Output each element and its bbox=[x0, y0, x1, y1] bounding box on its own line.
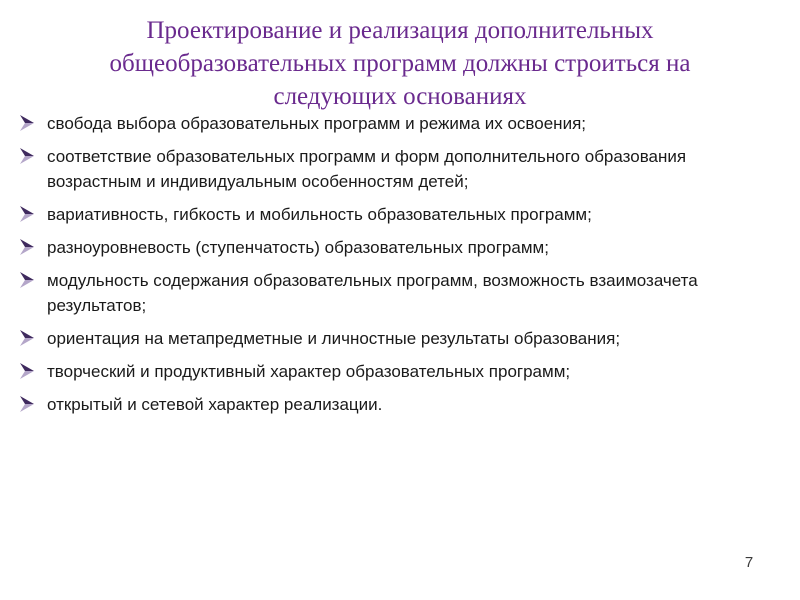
arrowhead-bullet-icon bbox=[18, 203, 36, 225]
list-item bbox=[18, 111, 778, 136]
list-item bbox=[18, 144, 778, 194]
bullet-text: модульность содержания образовательных программ, возможность взаимозачета результатов; bbox=[47, 271, 698, 315]
arrowhead-bullet-icon bbox=[18, 145, 36, 167]
bullet-list bbox=[18, 111, 778, 425]
arrowhead-bullet-icon bbox=[18, 269, 36, 291]
bullet-text: разноуровневость (ступенчатость) образовательных программ; bbox=[47, 238, 549, 257]
bullet-text: свобода выбора образовательных программ и режима их освоения; bbox=[47, 114, 586, 133]
arrowhead-bullet-icon bbox=[18, 327, 36, 349]
list-item bbox=[18, 392, 778, 417]
page-number: 7 bbox=[744, 554, 754, 571]
slide-title: Проектирование и реализация дополнительных общеобразовательных программ должны строиться на следующих основаниях bbox=[109, 17, 691, 110]
arrowhead-bullet-icon bbox=[18, 393, 36, 415]
list-item bbox=[18, 268, 778, 318]
bullet-text: творческий и продуктивный характер образовательных программ; bbox=[47, 362, 571, 381]
list-item bbox=[18, 202, 778, 227]
bullet-text: открытый и сетевой характер реализации. bbox=[47, 395, 383, 414]
bullet-text: ориентация на метапредметные и личностные результаты образования; bbox=[47, 329, 621, 348]
arrowhead-bullet-icon bbox=[18, 360, 36, 382]
arrowhead-bullet-icon bbox=[18, 236, 36, 258]
bullet-text: вариативность, гибкость и мобильность образовательных программ; bbox=[47, 205, 592, 224]
list-item bbox=[18, 235, 778, 260]
arrowhead-bullet-icon bbox=[18, 112, 36, 134]
list-item bbox=[18, 326, 778, 351]
bullet-text: соответствие образовательных программ и форм дополнительного образования возрастным и индивидуальным особенностям детей; bbox=[47, 147, 687, 191]
list-item bbox=[18, 359, 778, 384]
